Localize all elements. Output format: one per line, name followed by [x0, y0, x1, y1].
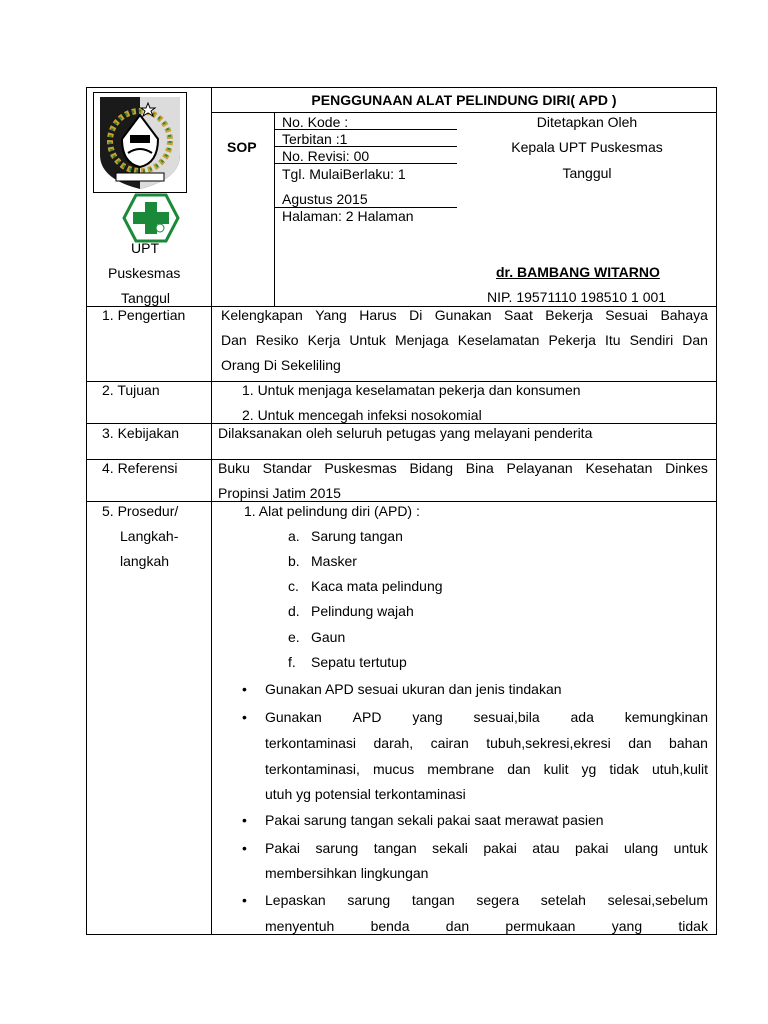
- doc-tgl-berlaku: Tgl. MulaiBerlaku: 1: [282, 166, 406, 182]
- bullet-icon: •: [242, 892, 247, 908]
- approval-line-1: Ditetapkan Oleh: [536, 114, 638, 130]
- bullet-text-line: Pakai sarung tangan sekali pakai saat merawat pasien: [265, 812, 604, 828]
- apd-item: Gaun: [311, 629, 346, 645]
- apd-marker: a.: [288, 528, 300, 544]
- table-border-right: [716, 87, 717, 935]
- apd-marker: c.: [288, 578, 299, 594]
- kebijakan-text: Dilaksanakan oleh seluruh petugas yang melayani penderita: [218, 425, 593, 441]
- bullet-icon: •: [242, 709, 247, 725]
- apd-item: Pelindung wajah: [311, 603, 414, 619]
- apd-marker: f.: [288, 654, 296, 670]
- apd-marker: e.: [288, 629, 300, 645]
- bullet-text-line: Gunakan APD sesuai ukuran dan jenis tindakan: [265, 681, 562, 697]
- row-label-kebijakan: 3. Kebijakan: [102, 425, 180, 441]
- apd-marker: d.: [288, 603, 300, 619]
- approval-line-2: Kepala UPT Puskesmas: [511, 139, 663, 155]
- doc-halaman: Halaman: 2 Halaman: [282, 208, 414, 224]
- column-divider: [211, 87, 212, 935]
- row-label-tujuan: 2. Tujuan: [102, 382, 160, 398]
- logo-caption-upt: UPT: [131, 240, 159, 256]
- row-label-prosedur-cont: langkah: [120, 553, 170, 569]
- bullet-icon: •: [242, 812, 247, 828]
- bullet-text-line: terkontaminasi, mucus membrane dan kulit yg tidak utuh,kulit: [265, 761, 708, 777]
- table-border-left: [86, 87, 87, 935]
- apd-item: Sarung tangan: [311, 528, 403, 544]
- bullet-text-line: Pakai sarung tangan sekali pakai atau pakai ulang untuk: [265, 840, 708, 856]
- logo-caption-puskesmas: Puskesmas: [108, 265, 181, 281]
- regency-emblem: [93, 92, 187, 193]
- document-title: PENGGUNAAN ALAT PELINDUNG DIRI( APD ): [311, 92, 617, 108]
- doc-no-kode: No. Kode :: [282, 114, 349, 130]
- bullet-icon: •: [242, 681, 247, 697]
- doc-terbitan: Terbitan :1: [282, 131, 348, 147]
- referensi-text-line: Propinsi Jatim 2015: [218, 485, 341, 501]
- table-border-top: [86, 87, 717, 88]
- pengertian-text-line: Orang Di Sekeliling: [221, 357, 341, 373]
- bullet-text-line: membersihkan lingkungan: [265, 865, 429, 881]
- apd-item: Masker: [311, 553, 357, 569]
- logo-caption-tanggul: Tanggul: [121, 290, 171, 306]
- bullet-text-line: Lepaskan sarung tangan segera setelah selesai,sebelum: [265, 892, 708, 908]
- table-border-bottom: [86, 934, 717, 935]
- doc-no-revisi: No. Revisi: 00: [282, 148, 370, 164]
- bullet-text-line: utuh yg potensial terkontaminasi: [265, 786, 466, 802]
- bullet-text-line: Gunakan APD yang sesuai,bila ada kemungkinan: [265, 709, 708, 725]
- tujuan-item: 2. Untuk mencegah infeksi nosokomial: [242, 407, 482, 423]
- approver-nip: NIP. 19571110 198510 1 001: [487, 289, 667, 305]
- apd-item: Sepatu tertutup: [311, 654, 407, 670]
- bullet-icon: •: [242, 840, 247, 856]
- approver-name: dr. BAMBANG WITARNO: [496, 264, 660, 280]
- prosedur-heading: 1. Alat pelindung diri (APD) :: [244, 503, 420, 519]
- puskesmas-logo-icon: [122, 193, 180, 243]
- row-label-pengertian: 1. Pengertian: [102, 307, 186, 323]
- apd-item: Kaca mata pelindung: [311, 578, 443, 594]
- bullet-text-line: terkontaminasi darah, cairan tubuh,sekresi,ekresi dan bahan: [265, 735, 708, 751]
- title-divider: [211, 112, 717, 113]
- pengertian-text-line: Kelengkapan Yang Harus Di Gunakan Saat Bekerja Sesuai Bahaya: [221, 307, 708, 323]
- row-divider: [86, 423, 717, 424]
- approval-line-3: Tanggul: [562, 165, 612, 181]
- apd-marker: b.: [288, 553, 300, 569]
- row-divider: [86, 501, 717, 502]
- sop-divider: [274, 112, 275, 306]
- referensi-text-line: Buku Standar Puskesmas Bidang Bina Pelayanan Kesehatan Dinkes: [218, 460, 708, 476]
- row-label-prosedur-cont: Langkah-: [120, 528, 179, 544]
- sop-label: SOP: [227, 139, 257, 155]
- row-label-referensi: 4. Referensi: [102, 460, 178, 476]
- row-label-prosedur: 5. Prosedur/: [102, 503, 179, 519]
- bullet-text-line: menyentuh benda dan permukaan yang tidak: [265, 918, 708, 934]
- doc-tgl-berlaku-cont: Agustus 2015: [282, 191, 368, 207]
- pengertian-text-line: Dan Resiko Kerja Untuk Menjaga Keselamatan Pekerja Itu Sendiri Dan: [221, 332, 708, 348]
- tujuan-item: 1. Untuk menjaga keselamatan pekerja dan konsumen: [242, 382, 581, 398]
